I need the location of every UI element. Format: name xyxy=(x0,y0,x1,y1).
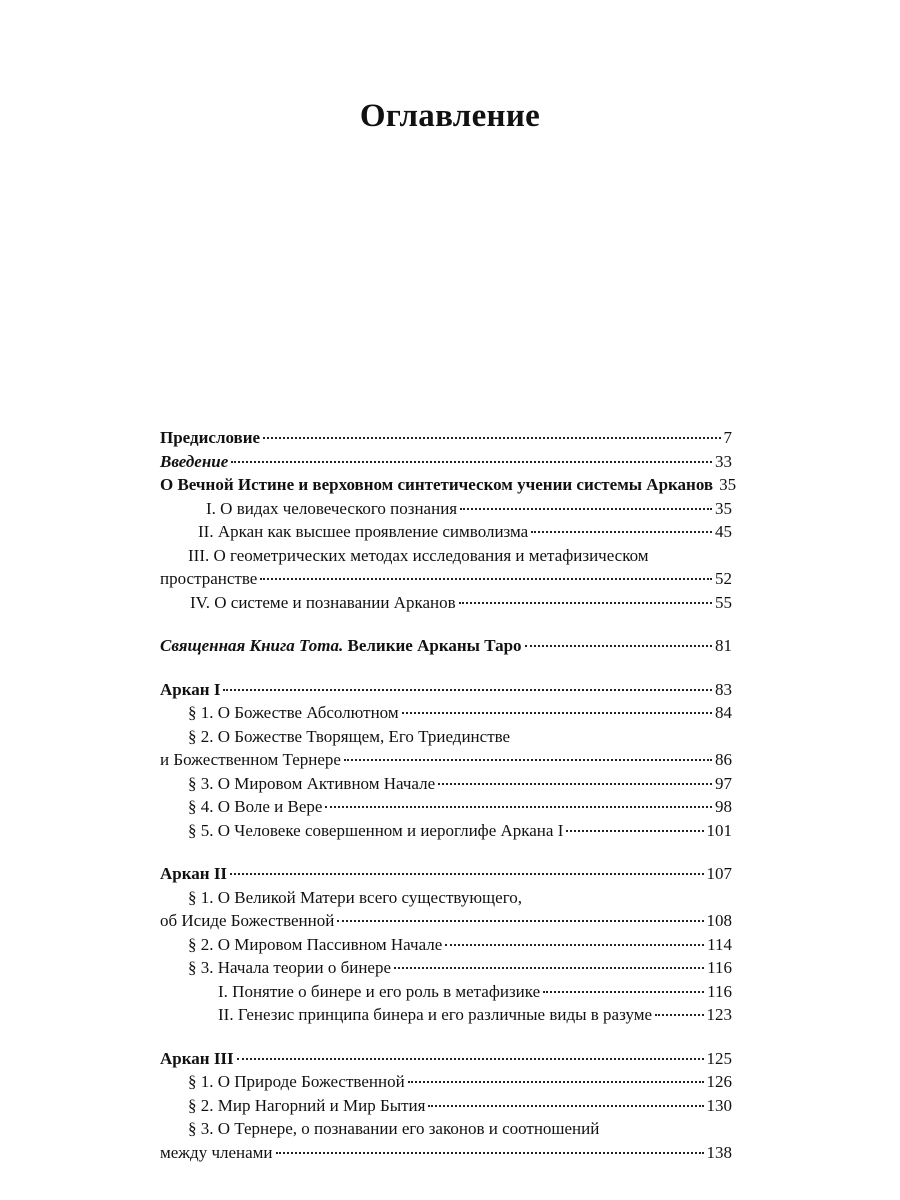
toc-entry-arcan-1-s2[interactable] xyxy=(160,748,732,772)
toc-label xyxy=(160,634,522,658)
toc-label: III. О геометрических методах исследования и метафизическом xyxy=(188,545,649,565)
toc-label: II. Генезис принципа бинера и его различные виды в разуме xyxy=(218,1005,653,1024)
dot-leader xyxy=(531,531,712,533)
toc-entry-arcan-3-s3[interactable] xyxy=(160,1141,732,1165)
toc-page-number: 83 xyxy=(715,679,732,699)
toc-page-number: 101 xyxy=(706,820,732,840)
toc-label: § 1. О Великой Матери всего существующего, xyxy=(188,887,522,907)
toc-label-italic: Священная Книга Тота. xyxy=(160,636,344,655)
toc-label-rest: Великие Арканы Таро xyxy=(343,636,522,655)
dot-leader xyxy=(325,806,712,808)
toc-label: § 3. О Тернере, о познавании его законов и соотношений xyxy=(188,1119,600,1138)
toc-label: О Вечной Истине и верховном синтетическом учении системы Арканов xyxy=(160,475,714,494)
dot-leader xyxy=(223,689,712,691)
toc-label: § 5. О Человеке совершенном и иероглифе Аркана I xyxy=(188,820,564,840)
toc-page-number: 126 xyxy=(706,1072,732,1091)
section-gap xyxy=(160,614,732,634)
dot-leader xyxy=(394,967,704,969)
section-gap xyxy=(160,658,732,678)
toc-entry-arcan-1-s4[interactable] xyxy=(160,795,732,819)
dot-leader xyxy=(445,944,704,946)
toc-page-number: 138 xyxy=(706,1142,732,1162)
dot-leader xyxy=(260,578,712,580)
toc-entry-eternal-truth[interactable] xyxy=(160,473,737,497)
dot-leader xyxy=(402,712,712,714)
toc-label: Аркан II xyxy=(160,864,228,883)
toc-entry-arcan-3-s2[interactable] xyxy=(160,1094,732,1118)
dot-leader xyxy=(459,602,712,604)
toc-page-number: 81 xyxy=(715,636,732,655)
toc-entry-arcan-3-s3-line1[interactable] xyxy=(160,1117,732,1141)
toc-entry-system[interactable] xyxy=(160,591,732,615)
toc-entry-arcan-1-s1[interactable] xyxy=(160,701,732,725)
toc-label: между членами xyxy=(160,1142,273,1162)
toc-label: Предисловие xyxy=(160,428,261,447)
toc-page-number: 52 xyxy=(715,569,732,588)
toc-page-number: 33 xyxy=(715,451,732,471)
toc-entry-arcan-1[interactable] xyxy=(160,678,732,702)
dot-leader xyxy=(408,1081,704,1083)
toc-page-number: 97 xyxy=(715,773,732,793)
toc-label: § 2. О Мировом Пассивном Начале xyxy=(188,934,443,954)
toc-entry-arcan-3-s1[interactable] xyxy=(160,1070,732,1094)
toc-label: § 3. Начала теории о бинере xyxy=(188,958,392,977)
toc-page-number: 116 xyxy=(707,958,732,977)
toc-page-number: 125 xyxy=(706,1048,732,1068)
toc-entry-arcan-1-s3[interactable] xyxy=(160,772,732,796)
toc-page-number: 35 xyxy=(715,498,732,518)
section-gap xyxy=(160,1027,732,1047)
toc-label: об Исиде Божественной xyxy=(160,911,335,930)
toc-entry-preface[interactable] xyxy=(160,426,732,450)
toc-page-number: 7 xyxy=(723,428,732,447)
toc-entry-intro[interactable] xyxy=(160,450,732,474)
dot-leader xyxy=(428,1105,703,1107)
dot-leader xyxy=(525,645,712,647)
table-of-contents xyxy=(160,426,737,1164)
dot-leader xyxy=(263,437,720,439)
toc-entry-arcan-2-s3[interactable] xyxy=(160,956,732,980)
toc-entry-arcan-2[interactable] xyxy=(160,862,732,886)
toc-entry-arcan-2-s3-i[interactable] xyxy=(160,980,732,1004)
toc-page-number: 55 xyxy=(715,592,732,612)
toc-label: II. Аркан как высшее проявление символизма xyxy=(198,522,529,541)
toc-page-number: 98 xyxy=(715,797,732,816)
dot-leader xyxy=(230,873,703,875)
toc-label: § 3. О Мировом Активном Начале xyxy=(188,773,436,793)
toc-page-number: 114 xyxy=(707,934,732,954)
toc-page-number: 84 xyxy=(715,703,732,722)
toc-label: пространстве xyxy=(160,569,258,588)
toc-label: IV. О системе и познавании Арканов xyxy=(190,592,456,612)
toc-label: Введение xyxy=(160,451,229,471)
toc-page-number: 35 xyxy=(719,475,737,494)
toc-page-number: 107 xyxy=(706,864,732,883)
toc-entry-arcan-2-s3-ii[interactable] xyxy=(160,1003,732,1027)
dot-leader xyxy=(460,508,712,510)
toc-entry-thoth[interactable] xyxy=(160,634,732,658)
section-gap xyxy=(160,842,732,862)
dot-leader xyxy=(344,759,712,761)
toc-entry-arcan-2-s1-line1[interactable] xyxy=(160,886,732,910)
toc-label: § 2. О Божестве Творящем, Его Триединстве xyxy=(188,726,511,746)
dot-leader xyxy=(231,461,712,463)
toc-label: и Божественном Тернере xyxy=(160,750,341,769)
toc-page-number: 108 xyxy=(706,911,732,930)
toc-page-number: 116 xyxy=(707,981,732,1001)
dot-leader xyxy=(655,1014,703,1016)
dot-leader xyxy=(566,830,703,832)
toc-label: § 1. О Природе Божественной xyxy=(188,1072,405,1091)
page-title: Оглавление xyxy=(359,98,541,134)
toc-entry-geometric-line1[interactable] xyxy=(160,544,732,568)
toc-entry-arcan-3[interactable] xyxy=(160,1047,732,1071)
toc-page-number: 86 xyxy=(715,750,732,769)
toc-entry-arcan-2-s1[interactable] xyxy=(160,909,732,933)
toc-label: § 2. Мир Нагорний и Мир Бытия xyxy=(188,1095,426,1115)
toc-label: § 1. О Божестве Абсолютном xyxy=(188,703,399,722)
toc-page-number: 45 xyxy=(715,522,732,541)
toc-entry-arcan-1-s2-line1[interactable] xyxy=(160,725,732,749)
toc-entry-arcan-2-s2[interactable] xyxy=(160,933,732,957)
toc-label: § 4. О Воле и Вере xyxy=(188,797,323,816)
toc-label: Аркан III xyxy=(160,1048,234,1068)
toc-label: Аркан I xyxy=(160,679,221,699)
toc-entry-knowledge[interactable] xyxy=(160,497,732,521)
dot-leader xyxy=(276,1152,704,1154)
toc-page-number: 123 xyxy=(706,1005,732,1024)
dot-leader xyxy=(237,1058,704,1060)
dot-leader xyxy=(543,991,704,993)
toc-label: I. Понятие о бинере и его роль в метафизике xyxy=(218,981,541,1001)
toc-page-number: 130 xyxy=(706,1095,732,1115)
toc-entry-geometric[interactable] xyxy=(160,567,732,591)
toc-entry-arcan-symbolism[interactable] xyxy=(160,520,732,544)
dot-leader xyxy=(337,920,703,922)
dot-leader xyxy=(438,783,712,785)
toc-entry-arcan-1-s5[interactable] xyxy=(160,819,732,843)
toc-label: I. О видах человеческого познания xyxy=(206,498,458,518)
